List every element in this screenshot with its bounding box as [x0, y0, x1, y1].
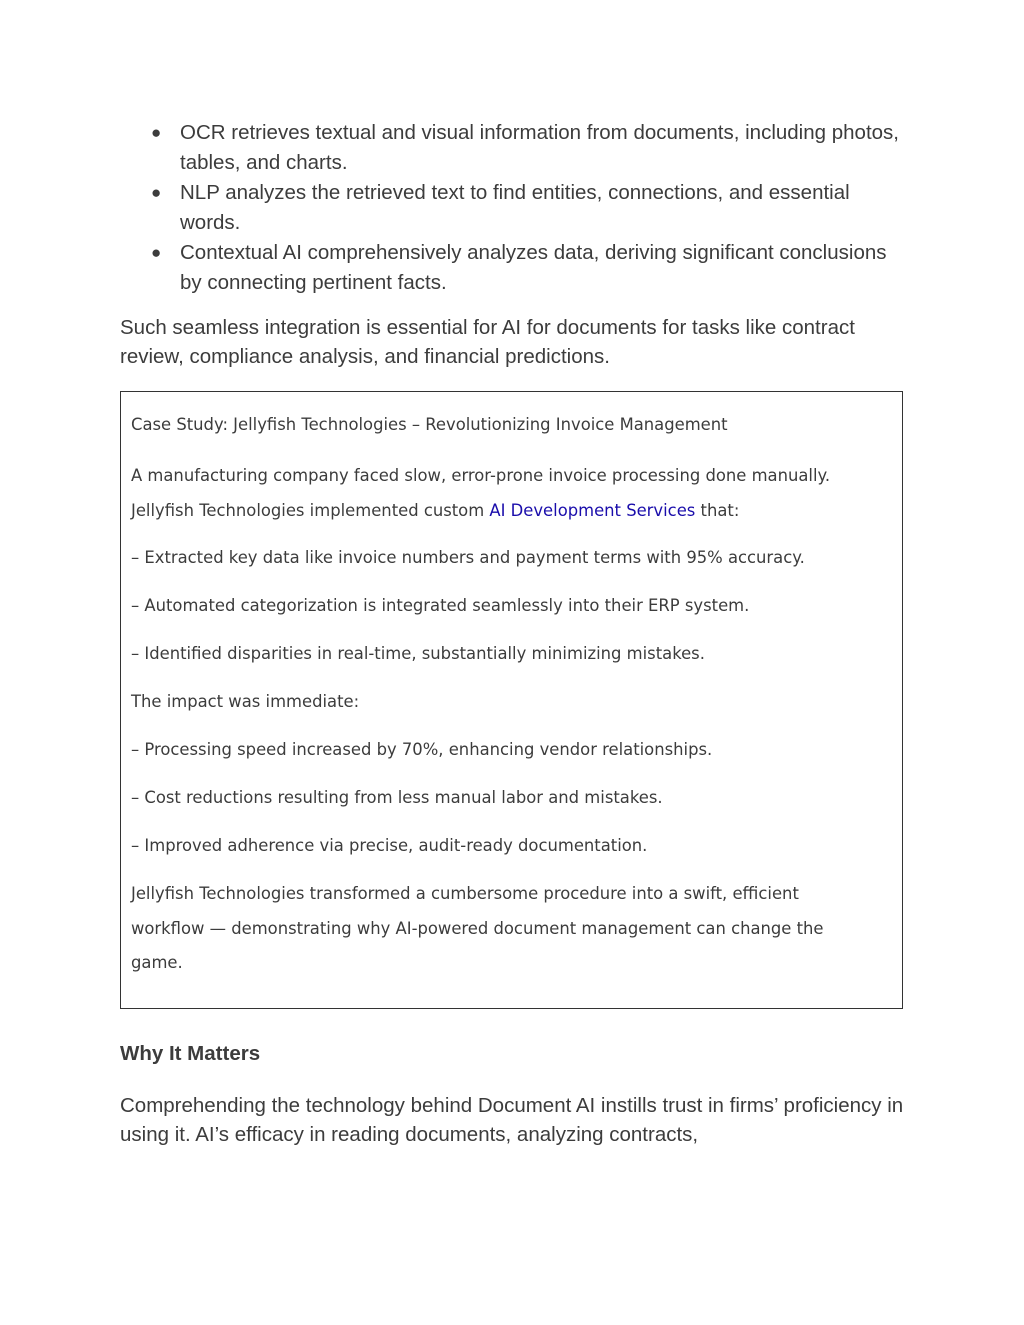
bullet-icon: ●: [151, 123, 162, 142]
case-study-intro-suffix: that:: [695, 500, 740, 520]
bullet-text: OCR retrieves textual and visual information from documents, including photos, tables, and charts.: [180, 121, 899, 174]
bullet-item-contextual-ai: [120, 238, 910, 298]
bullet-icon: ●: [151, 183, 162, 202]
implemented-item-extraction: – Extracted key data like invoice numbers and payment terms with 95% accuracy.: [131, 548, 805, 567]
impact-heading: The impact was immediate:: [131, 692, 360, 711]
impact-item-cost: – Cost reductions resulting from less manual labor and mistakes.: [131, 788, 663, 807]
bullet-text: Contextual AI comprehensively analyzes data, deriving significant conclusions by connecting pertinent facts.: [180, 241, 887, 294]
implemented-item-categorization: – Automated categorization is integrated seamlessly into their ERP system.: [131, 596, 750, 615]
case-study-title: Case Study: Jellyfish Technologies – Revolutionizing Invoice Management: [131, 415, 728, 434]
case-study-conclusion: Jellyfish Technologies transformed a cumbersome procedure into a swift, efficient workflow — demonstrating why AI-powered document management can change the game.: [131, 884, 824, 972]
bullet-item-ocr: [120, 118, 910, 178]
impact-item-adherence: – Improved adherence via precise, audit-ready documentation.: [131, 836, 648, 855]
implemented-item-disparities: – Identified disparities in real-time, substantially minimizing mistakes.: [131, 644, 705, 663]
bullet-text: NLP analyzes the retrieved text to find entities, connections, and essential words.: [180, 181, 850, 234]
bullet-icon: ●: [151, 243, 162, 262]
bullet-item-nlp: [120, 178, 910, 238]
ai-development-services-link[interactable]: AI Development Services: [489, 500, 696, 520]
integration-paragraph: Such seamless integration is essential for AI for documents for tasks like contract review, compliance analysis, and financial predictions.: [120, 316, 855, 368]
technology-bullet-list: [120, 118, 910, 298]
case-study-intro-text: A manufacturing company faced slow, error-prone invoice processing done manually. Jellyfish Technologies implemented custom: [131, 466, 831, 520]
impact-item-speed: – Processing speed increased by 70%, enhancing vendor relationships.: [131, 740, 713, 759]
why-it-matters-heading: Why It Matters: [120, 1042, 261, 1065]
case-study-intro: [131, 459, 871, 528]
case-study-box: [120, 391, 903, 1009]
why-it-matters-paragraph: Comprehending the technology behind Document AI instills trust in firms’ proficiency in using it. AI’s efficacy in reading documents, analyzing contracts,: [120, 1094, 904, 1146]
